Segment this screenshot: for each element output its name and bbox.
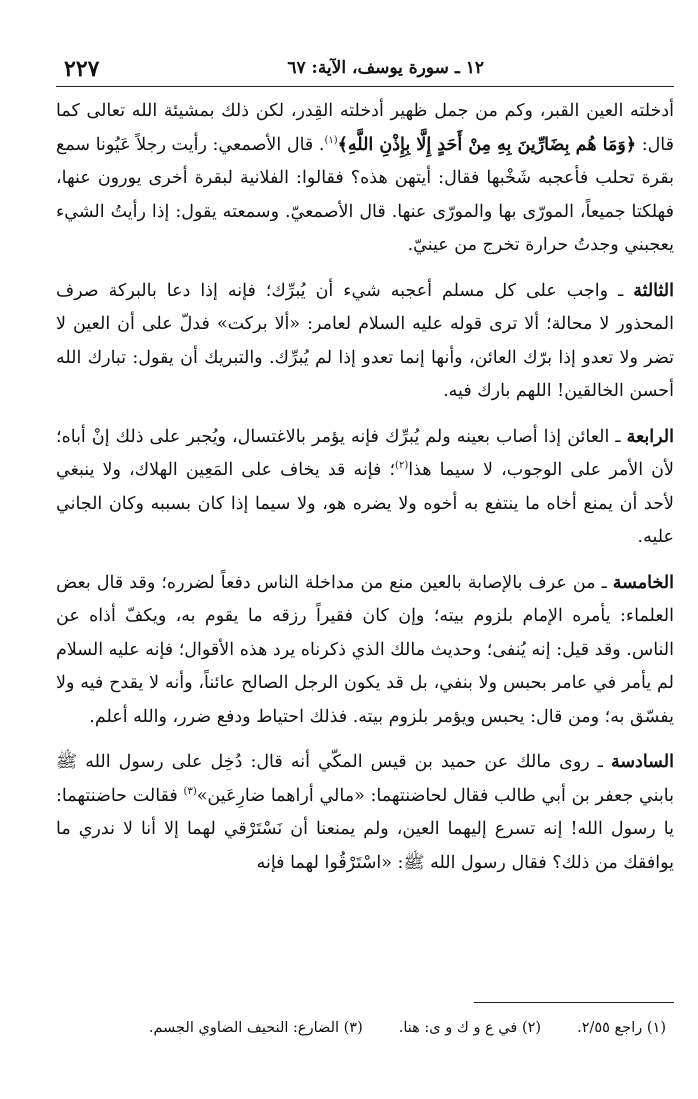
quran-quote: ﴿وَمَا هُم بِضَارِّينَ بِهِ مِنْ أَحَدٍ إِلَّا بِإِذْنِ اللَّهِ﴾ xyxy=(337,134,637,155)
paragraph-text: . قال الأصمعي: رأيت رجلاً عَيُونا سمع بقرة تحلب فأعجبه شَخْبها فقال: أيتهن هذه؟ فقالوا: الفلانية لبقرة أخرى يورون عنها، فهلكتا جميعاً، المورّى بها والمورّى عنها. قال الأصمعيّ. وسمعته يقول: إذا رأيتُ الشيء يعجبني وجدتُ حرارة تخرج من عينيّ. xyxy=(56,134,674,255)
paragraph-text: فقالت حاضنتهما: يا رسول الله! إنه تسرع إليهما العين، ولم يمنعنا أن نَسْتَرْقي لهما إلا أنا لا ندري ما يوافقك من ذلك؟ فقال رسول الله ﷺ: «اسْتَرْقُوا لهما فإنه xyxy=(56,785,674,873)
footnote-3: (٣) الضارع: النحيف الضاوي الجسم. xyxy=(148,1020,363,1036)
paragraph-fifth xyxy=(56,567,674,735)
page-number: ٢٢٧ xyxy=(64,56,100,82)
section-lead: الثالثة xyxy=(633,280,674,301)
paragraph-sixth xyxy=(56,746,674,880)
footnote-ref[interactable]: (٣) xyxy=(183,785,197,797)
footnote-1: (١) راجع ٢/٥٥. xyxy=(577,1020,666,1036)
page-header xyxy=(56,52,674,87)
paragraph-text: ـ واجب على كل مسلم أعجبه شيء أن يُبرِّك؛ فإنه إذا دعا بالبركة صرف المحذور لا محالة؛ ألا ترى قوله عليه السلام لعامر: «ألا بركت» فدلّ على أن العين لا تضر ولا تعدو إذا برّك العائن، وأنها إنما تعدو إذا لم يُبرِّك. والتبريك أن يقول: تبارك الله أحسن الخالقين! اللهم بارك فيه. xyxy=(56,280,674,401)
section-lead: الخامسة xyxy=(612,572,674,593)
paragraph-text: ـ روى مالك عن حميد بن قيس المكّي أنه قال: دُخِل على رسول الله ﷺ بابني جعفر بن أبي طالب فقال لحاضنتهما: «مالي أراهما ضارِعَين» xyxy=(56,752,674,806)
paragraph-text: ـ العائن إذا أصاب بعينه ولم يُبرِّك فإنه يؤمر بالاغتسال، ويُجبر على ذلك إنْ أباه؛ لأن الأمر على الوجوب، لا سيما هذا xyxy=(56,426,674,480)
footnote-ref[interactable]: (٢) xyxy=(395,460,409,472)
footnote-2: (٢) في ع و ك و ى: هنا. xyxy=(398,1020,542,1036)
paragraph-fourth xyxy=(56,421,674,555)
paragraph-text: ؛ فإنه قد يخاف على المَعِين الهلاك، ولا ينبغي لأحد أن يمنع أخاه ما ينتفع به أخوه ولا يضره هو، ولا سيما إذا كان بسببه وكان الجاني عليه. xyxy=(56,460,674,547)
paragraph-text: ـ من عرف بالإصابة بالعين منع من مداخلة الناس دفعاً لضرره؛ وقد قال بعض العلماء: يأمره الإمام بلزوم بيته؛ وإن كان فقيراً رزقه ما يقوم به، ويكفّ أذاه عن الناس. وقد قيل: إنه يُنفى؛ وحديث مالك الذي ذكرناه يرد هذه الأقوال؛ فإنه عليه السلام لم يأمر في عامر بحبس ولا بنفي، بل قد يكون الرجل الصالح عائناً، وأنه لا يقدح فيه ولا يفسّق به؛ ومن قال: يحبس ويؤمر بلزوم بيته. فذلك احتياط ودفع ضرر، والله أعلم. xyxy=(56,572,674,727)
section-lead: السادسة xyxy=(611,752,674,772)
book-page xyxy=(56,52,674,1062)
footnotes xyxy=(113,1020,666,1036)
paragraph-1 xyxy=(56,95,674,263)
footnote-ref[interactable]: (١) xyxy=(324,134,338,146)
page-body xyxy=(56,95,674,880)
paragraph-third xyxy=(56,275,674,409)
footnote-divider xyxy=(474,1002,674,1003)
section-lead: الرابعة xyxy=(626,426,674,447)
paragraph-text: أدخلته العين القبر، وكم من جمل ظهير أدخلته القِدر، لكن ذلك بمشيئة الله تعالى كما قال: xyxy=(56,101,674,155)
running-title: ١٢ ـ سورة يوسف، الآية: ٦٧ xyxy=(287,58,484,78)
